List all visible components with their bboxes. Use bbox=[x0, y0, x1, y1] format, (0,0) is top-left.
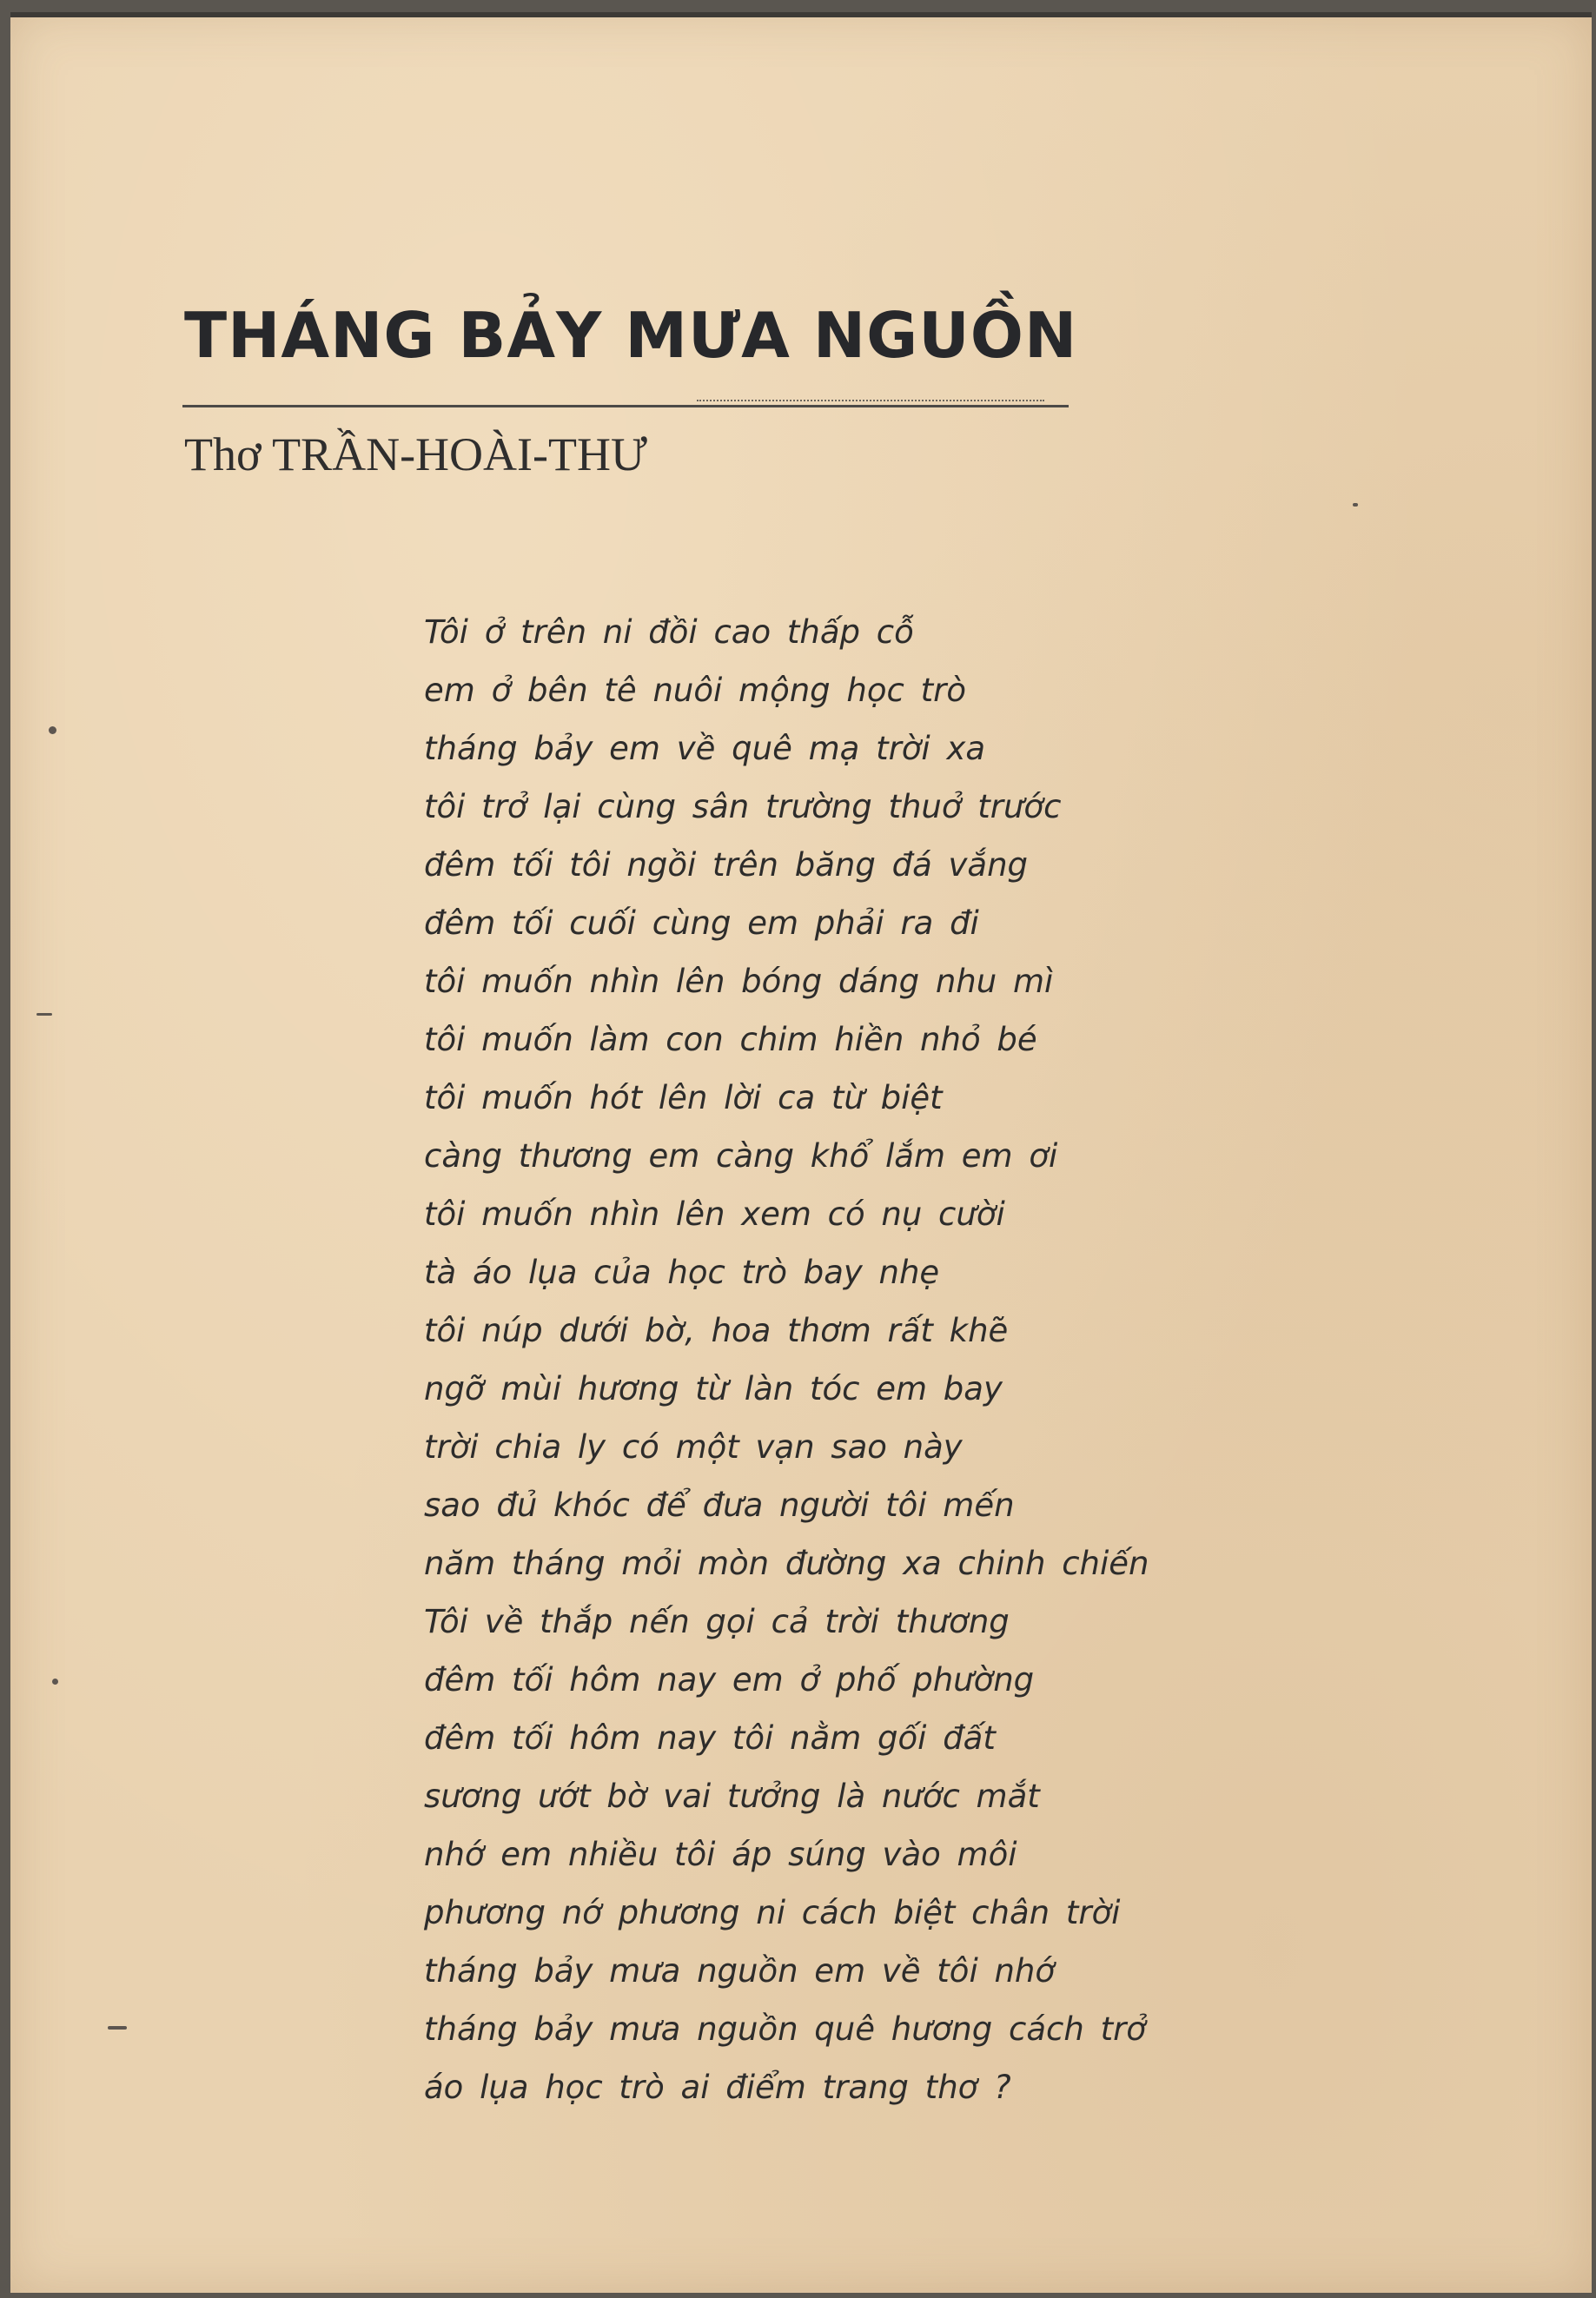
poem-line: tôi núp dưới bờ, hoa thơm rất khẽ bbox=[424, 1312, 1009, 1349]
paper-speck bbox=[49, 726, 56, 734]
poem-line: nhớ em nhiều tôi áp súng vào môi bbox=[424, 1836, 1017, 1873]
poem-line: tà áo lụa của học trò bay nhẹ bbox=[424, 1254, 940, 1291]
poem-line: áo lụa học trò ai điểm trang thơ ? bbox=[424, 2069, 1011, 2106]
poem-line: phương nớ phương ni cách biệt chân trời bbox=[424, 1894, 1121, 1931]
poem-title: THÁNG BẢY MƯA NGUỒN bbox=[184, 299, 1078, 372]
paper-speck bbox=[36, 1013, 52, 1016]
paper-speck bbox=[52, 1679, 58, 1685]
poem-line: ngỡ mùi hương từ làn tóc em bay bbox=[424, 1370, 1003, 1407]
title-underline bbox=[182, 405, 1069, 407]
poem-line: đêm tối hôm nay em ở phố phường bbox=[424, 1661, 1035, 1699]
poem-line: tháng bảy em về quê mạ trời xa bbox=[424, 730, 986, 767]
poem-line: tôi muốn làm con chim hiền nhỏ bé bbox=[424, 1021, 1037, 1058]
poem-line: càng thương em càng khổ lắm em ơi bbox=[424, 1137, 1058, 1175]
poem-line: tôi muốn hót lên lời ca từ biệt bbox=[424, 1079, 943, 1116]
poem-line: sương ướt bờ vai tưởng là nước mắt bbox=[424, 1778, 1040, 1815]
poem-line: năm tháng mỏi mòn đường xa chinh chiến bbox=[424, 1545, 1149, 1582]
poem-line: đêm tối cuối cùng em phải ra đi bbox=[424, 904, 979, 942]
poem-line: tôi muốn nhìn lên xem có nụ cười bbox=[424, 1195, 1005, 1233]
poem-line: đêm tối hôm nay tôi nằm gối đất bbox=[424, 1719, 996, 1757]
poem-line: tháng bảy mưa nguồn em về tôi nhớ bbox=[424, 1952, 1056, 1990]
poem-line: tháng bảy mưa nguồn quê hương cách trở bbox=[424, 2010, 1146, 2048]
poem-line: trời chia ly có một vạn sao này bbox=[424, 1428, 963, 1466]
poem-line: sao đủ khóc để đưa người tôi mến bbox=[424, 1487, 1015, 1524]
paper-speck bbox=[1353, 503, 1358, 507]
poem-line: Tôi về thắp nến gọi cả trời thương bbox=[424, 1603, 1010, 1640]
poem-line: đêm tối tôi ngồi trên băng đá vắng bbox=[424, 846, 1029, 884]
poem-line: tôi trở lại cùng sân trường thuở trước bbox=[424, 788, 1062, 825]
page bbox=[10, 12, 1592, 2293]
poem-body bbox=[424, 603, 1293, 2116]
poem-author: Thơ TRẦN-HOÀI-THƯ bbox=[184, 428, 647, 480]
poem-line: tôi muốn nhìn lên bóng dáng nhu mì bbox=[424, 963, 1054, 1000]
poem-line: em ở bên tê nuôi mộng học trò bbox=[424, 672, 966, 709]
paper-speck bbox=[108, 2026, 127, 2030]
title-underline-dotted bbox=[697, 400, 1044, 401]
poem-line: Tôi ở trên ni đồi cao thấp cỗ bbox=[424, 613, 914, 651]
page-top-edge bbox=[10, 12, 1592, 17]
